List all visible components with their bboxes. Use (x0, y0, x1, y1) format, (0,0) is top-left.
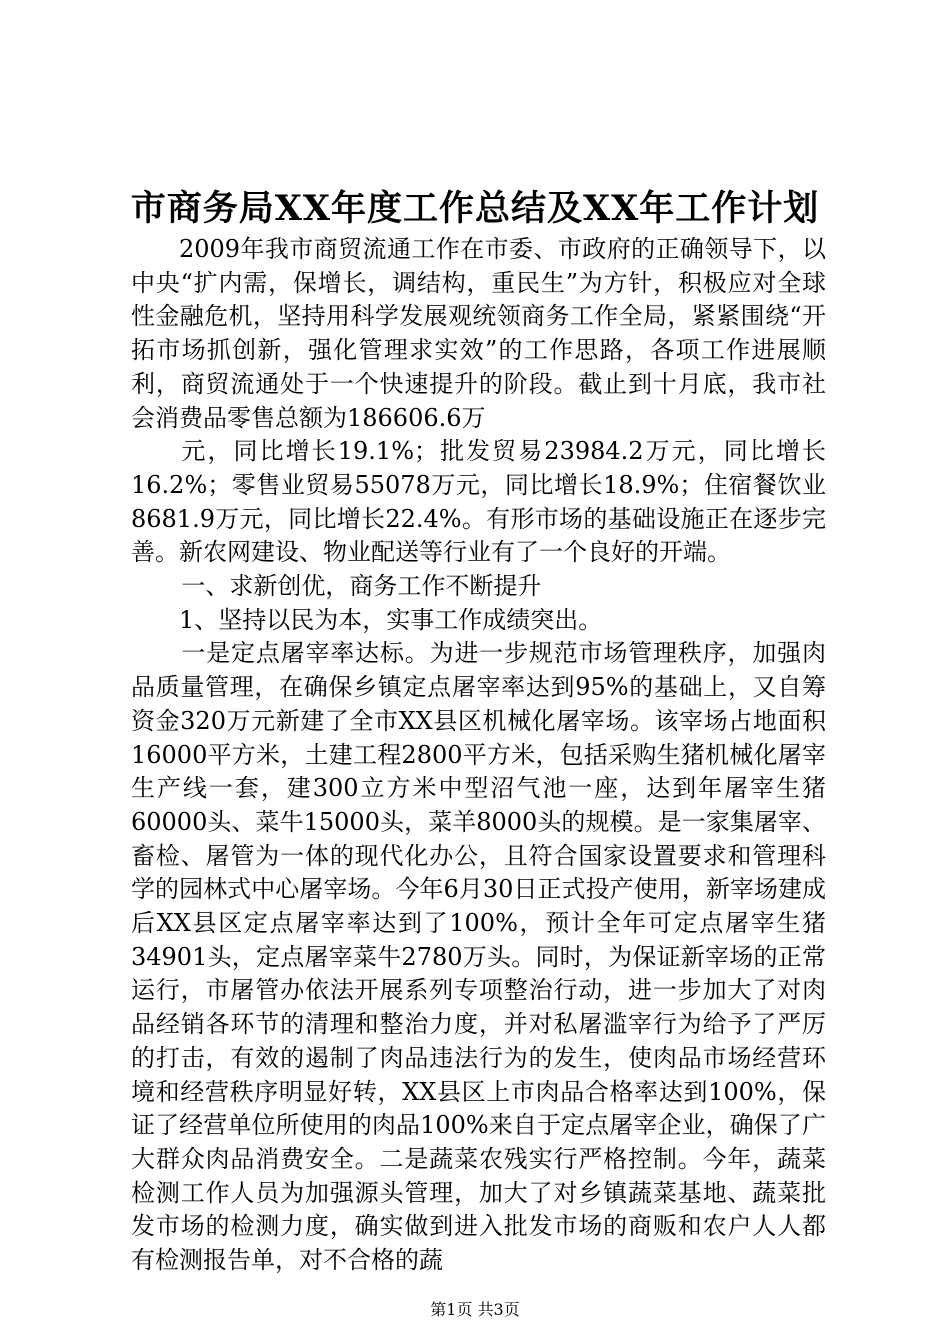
subsection-heading-1: 1、坚持以民为本，实事工作成绩突出。 (179, 605, 603, 634)
document-title: 市商务局XX年度工作总结及XX年工作计划 (130, 188, 820, 229)
paragraph-statistics: 元，同比增长19.1%；批发贸易23984.2万元，同比增长16.2%；零售业贸易55078万元，同比增长18.9%；住宿餐饮业8681.9万元，同比增长22.4%。有形市场的基础设施正在逐步完善。新农网建设、物业配送等行业有了一个良好的开端。 (131, 437, 826, 567)
paragraph-slaughter: 一是定点屠宰率达标。为进一步规范市场管理秩序，加强肉品质量管理，在确保乡镇定点屠宰率达到95%的基础上，又自筹资金320万元新建了全市XX县区机械化屠宰场。该宰场占地面积16000平方米，土建工程2800平方米，包括采购生猪机械化屠宰生产线一套，建300立方米中型沼气池一座，达到年屠宰生猪60000头、菜牛15000头，菜羊8000头的规模。是一家集屠宰、畜检、屠管为一体的现代化办公，且符合国家设置要求和管理科学的园林式中心屠宰场。今年6月30日正式投产使用，新宰场建成后XX县区定点屠宰率达到了100%，预计全年可定点屠宰生猪34901头，定点屠宰菜牛2780万头。同时，为保证新宰场的正常运行，市屠管办依法开展系列专项整治行动，进一步加大了对肉品经销各环节的清理和整治力度，并对私屠滥宰行为给予了严厉的打击，有效的遏制了肉品违法行为的发生，使肉品市场经营环境和经营秩序明显好转，XX县区上市肉品合格率达到100%，保证了经营单位所使用的肉品100%来自于定点屠宰企业，确保了广大群众肉品消费安全。二是蔬菜农残实行严格控制。今年，蔬菜检测工作人员为加强源头管理，加大了对乡镇蔬菜基地、蔬菜批发市场的检测力度，确实做到进入批发市场的商贩和农户人人都有检测报告单，对不合格的蔬 (131, 639, 826, 1275)
page-footer: 第1页 共3页 (430, 1300, 520, 1319)
section-heading-1: 一、求新创优，商务工作不断提升 (181, 572, 542, 601)
paragraph-intro: 2009年我市商贸流通工作在市委、市政府的正确领导下，以中央“扩内需，保增长，调结构，重民生”为方针，积极应对全球性金融危机，坚持用科学发展观统领商务工作全局，紧紧围绕“开拓市场抓创新，强化管理求实效”的工作思路，各项工作进展顺利，商贸流通处于一个快速提升的阶段。截止到十月底，我市社会消费品零售总额为186606.6万 (131, 235, 826, 432)
document-body (131, 233, 826, 1278)
